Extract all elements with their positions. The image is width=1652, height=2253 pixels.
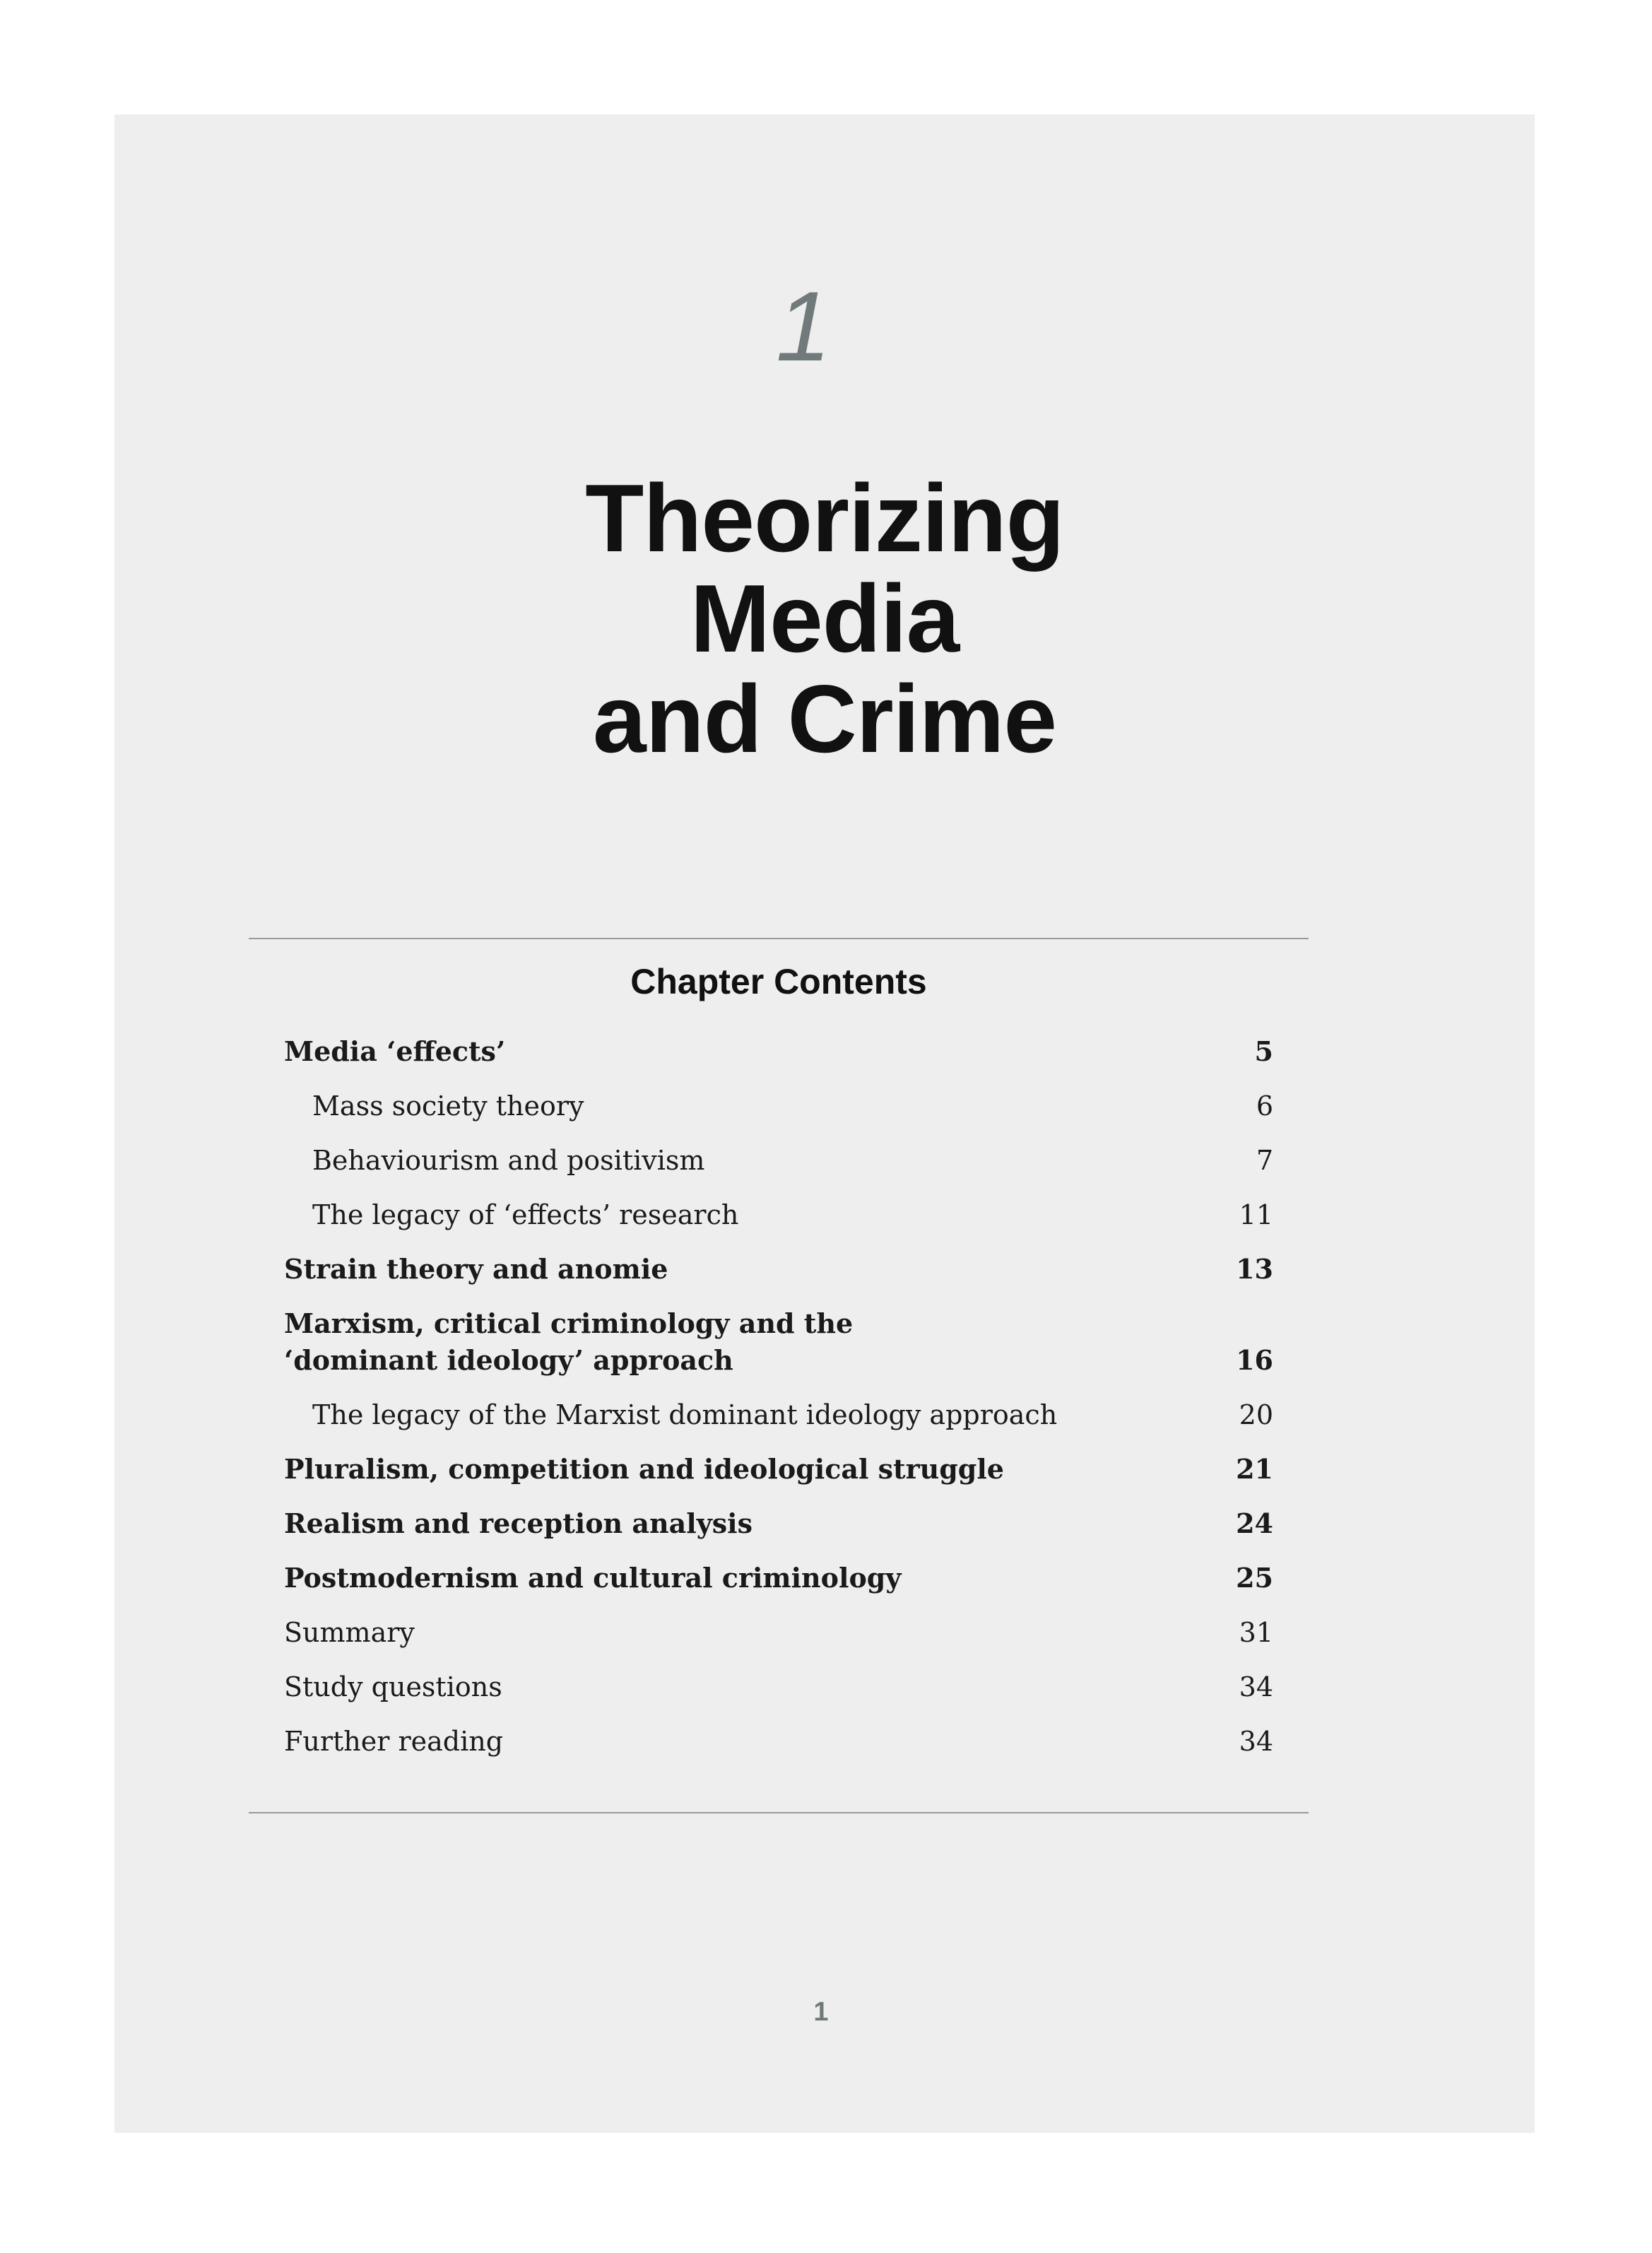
toc-entry-page: 24 (1236, 1507, 1273, 1539)
page-number: 1 (813, 1997, 829, 2027)
toc-entry (284, 1560, 1273, 1596)
toc-entry-page: 25 (1236, 1562, 1273, 1594)
toc-entry-title: Study questions (284, 1671, 502, 1702)
toc-entry-title: Media ‘effects’ (284, 1035, 506, 1067)
toc-entry (284, 1033, 1273, 1070)
contents-bottom-rule (249, 1812, 1309, 1813)
toc-entry (284, 1723, 1273, 1760)
toc-entry-title: Realism and reception analysis (284, 1507, 753, 1539)
toc-entry-page: 5 (1254, 1035, 1273, 1067)
toc-entry-title: Strain theory and anomie (284, 1253, 668, 1285)
toc-entry-title (284, 1305, 853, 1379)
toc-entry-page: 20 (1239, 1399, 1273, 1430)
toc-entry-page: 31 (1239, 1617, 1273, 1648)
toc-entry (284, 1396, 1273, 1433)
toc-entry-page: 13 (1236, 1253, 1273, 1285)
toc-entry-title: Further reading (284, 1726, 504, 1757)
toc-entry (284, 1251, 1273, 1288)
toc-entry-title-line: Marxism, critical criminology and the (284, 1307, 854, 1339)
toc-entry-title: Behaviourism and positivism (312, 1145, 705, 1176)
contents-heading: Chapter Contents (630, 962, 927, 1001)
chapter-title-line: Media (690, 565, 960, 672)
chapter-number: 1 (776, 271, 831, 382)
table-of-contents (284, 1033, 1273, 1777)
toc-entry-page: 34 (1239, 1726, 1273, 1757)
toc-entry-page: 21 (1236, 1453, 1273, 1485)
toc-entry-title: Summary (284, 1617, 415, 1648)
toc-entry-page: 16 (1236, 1344, 1273, 1376)
toc-entry-title: The legacy of ‘effects’ research (312, 1199, 739, 1230)
toc-entry (284, 1305, 1273, 1379)
toc-entry (284, 1614, 1273, 1651)
toc-entry (284, 1669, 1273, 1705)
book-page (114, 114, 1535, 2133)
contents-top-rule (249, 938, 1309, 939)
toc-entry-title: Postmodernism and cultural criminology (284, 1562, 902, 1594)
toc-entry-page: 11 (1239, 1199, 1273, 1230)
toc-entry-title: Mass society theory (312, 1090, 584, 1122)
toc-entry (284, 1088, 1273, 1124)
chapter-title-line: Theorizing (585, 464, 1064, 572)
toc-entry (284, 1451, 1273, 1488)
toc-entry-page: 6 (1256, 1090, 1273, 1122)
toc-entry (284, 1142, 1273, 1179)
toc-entry-page: 34 (1239, 1671, 1273, 1702)
toc-entry-page: 7 (1256, 1145, 1273, 1176)
toc-entry-title: Pluralism, competition and ideological struggle (284, 1453, 1004, 1485)
toc-entry-title: The legacy of the Marxist dominant ideology approach (312, 1399, 1058, 1430)
toc-entry (284, 1505, 1273, 1542)
toc-entry-title-line: ‘dominant ideology’ approach (284, 1344, 733, 1376)
chapter-title (114, 464, 1535, 772)
chapter-title-line: and Crime (592, 665, 1057, 772)
toc-entry (284, 1196, 1273, 1233)
